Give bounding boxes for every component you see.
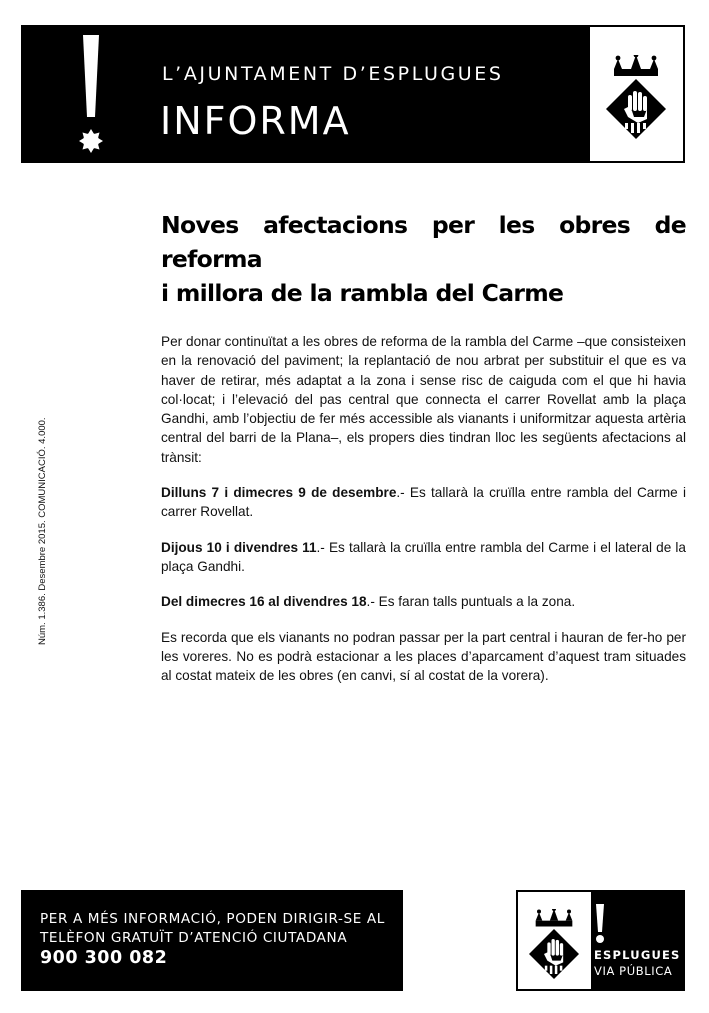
schedule-text: .- Es faran talls puntuals a la zona. — [366, 594, 576, 610]
contact-line-1: PER A MÉS INFORMACIÓ, PODEN DIRIGIR-SE AL — [40, 911, 385, 927]
schedule-text: .- Es tallarà la cruïlla entre rambla del Carme i el lateral de la plaça Gandhi. — [161, 539, 686, 574]
headline-line-1: Noves afectacions per les obres de reforma — [161, 211, 686, 273]
municipal-crest-icon — [604, 55, 668, 139]
headline-line-2: i millora de la rambla del Carme — [161, 279, 564, 307]
department-box — [516, 890, 685, 991]
footer-crest-panel — [518, 892, 591, 989]
schedule-date: Dijous 10 i divendres 11 — [161, 539, 317, 555]
article-headline — [161, 208, 686, 310]
exclamation-icon — [79, 35, 103, 155]
schedule-item — [161, 592, 686, 611]
crest-panel — [590, 27, 683, 161]
section-title: INFORMA — [160, 99, 351, 143]
schedule-item — [161, 483, 686, 522]
article — [161, 208, 686, 701]
schedule-text: .- Es tallarà la cruïlla entre rambla del Carme i carrer Rovellat. — [161, 485, 686, 520]
exclamation-icon — [594, 904, 606, 944]
article-body — [161, 332, 686, 685]
contact-box — [21, 890, 403, 991]
issue-note: Núm. 1.386. Desembre 2015. COMUNICACIÓ. 4.000. — [37, 417, 48, 645]
org-name: L’AJUNTAMENT D’ESPLUGUES — [162, 63, 504, 85]
phone-number: 900 300 082 — [40, 948, 168, 968]
schedule-date: Dilluns 7 i dimecres 9 de desembre — [161, 485, 397, 501]
brand-name: ESPLUGUES — [594, 948, 681, 962]
header-banner — [21, 25, 685, 163]
contact-line-2: TELÈFON GRATUÏT D’ATENCIÓ CIUTADANA — [40, 930, 348, 946]
closing-paragraph: Es recorda que els vianants no podran passar per la part central i hauran de fer-ho per les voreres. No es podrà estacionar a les places d’aparcament d’aquest tram situades al costat mateix de les obres (en canvi, sí al costat de la vorera). — [161, 629, 686, 684]
schedule-item — [161, 538, 686, 577]
schedule-date: Del dimecres 16 al divendres 18 — [161, 594, 367, 610]
municipal-crest-icon — [527, 909, 581, 979]
contact-info — [40, 910, 385, 948]
intro-paragraph: Per donar continuïtat a les obres de reforma de la rambla del Carme –que consisteixen en la renovació del paviment; la replantació de nou arbrat per substituir el que es va haver de retirar, més adaptat a la zona i sense risc de caiguda com el que hi havia col·locat; i l’elevació del pas central que connecta el carrer Rovellat amb la plaça Gandhi, amb l’objectiu de fer més accessible als vianants i uniformitzar aquesta artèria central del barri de la Plana–, els propers dies tindran lloc les següents afectacions al trànsit: — [161, 334, 686, 465]
department-name: VIA PÚBLICA — [594, 964, 673, 978]
